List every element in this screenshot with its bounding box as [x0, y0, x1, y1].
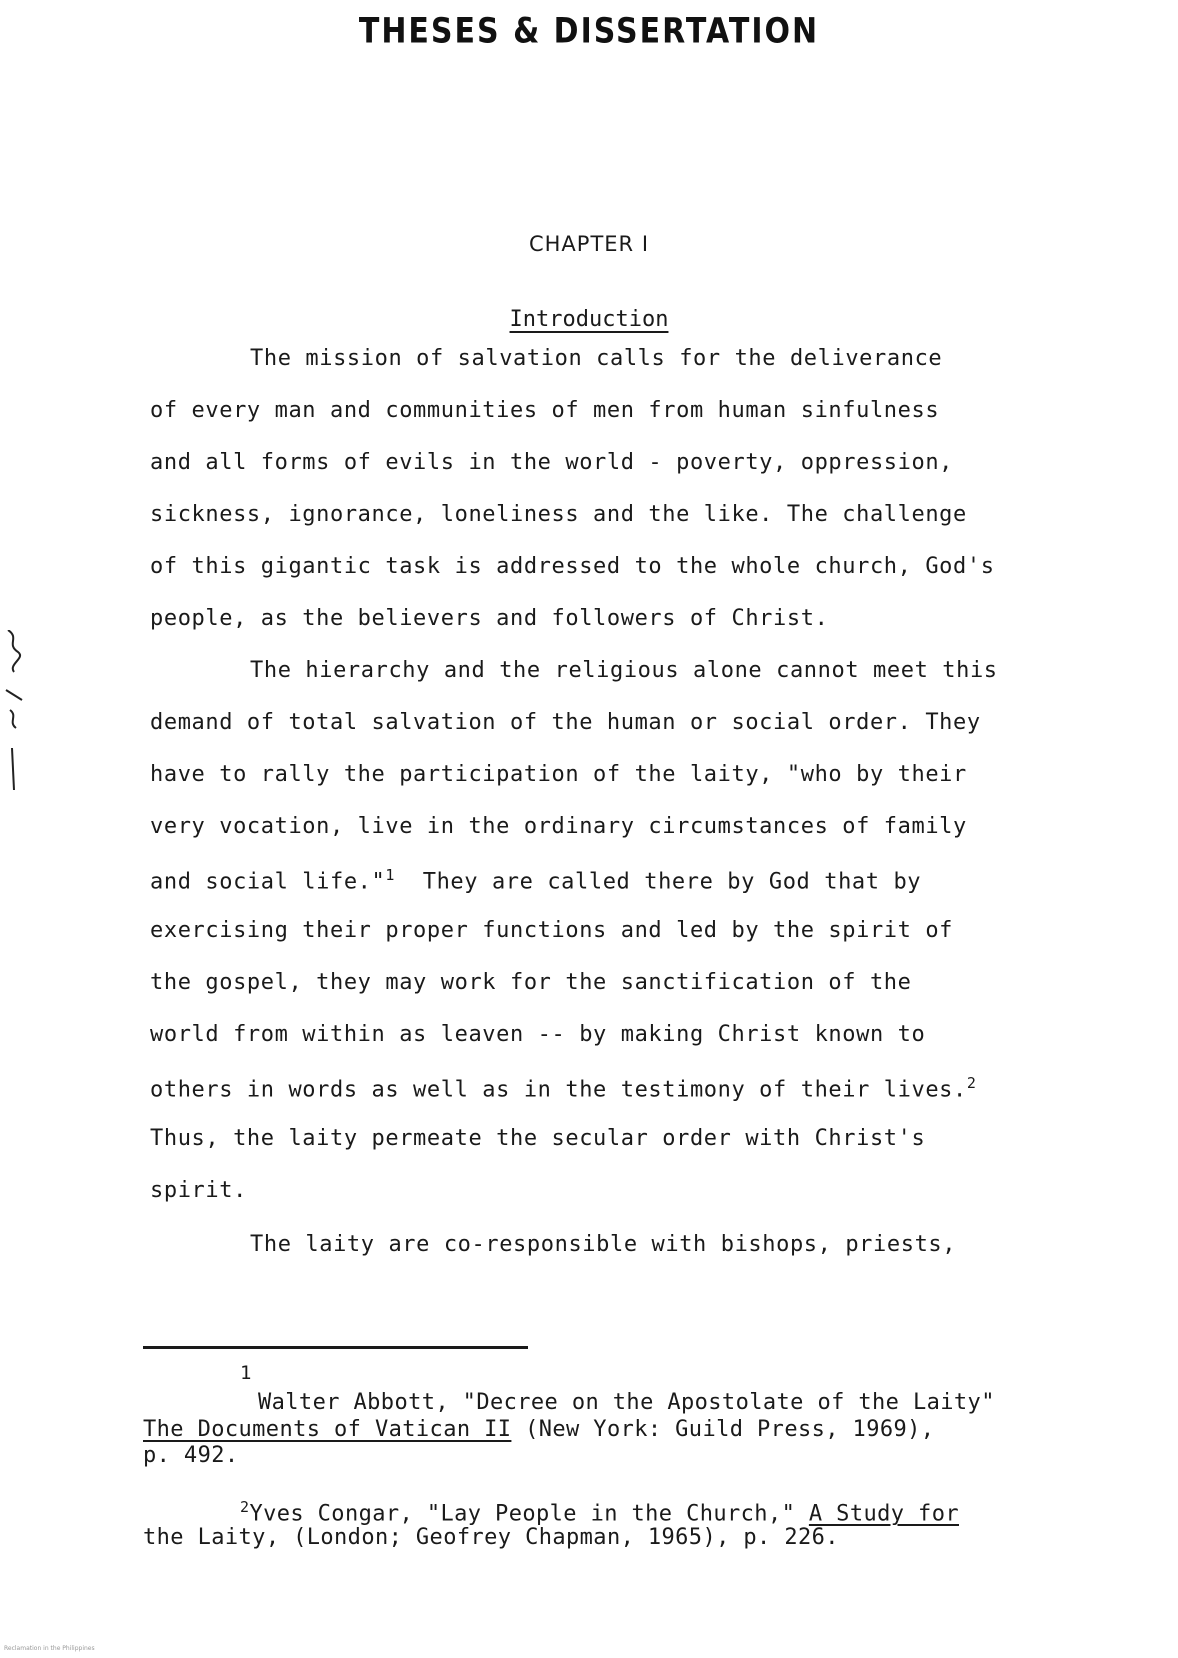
body-line: spirit. — [150, 1178, 247, 1203]
footnote-line: Walter Abbott, "Decree on the Apostolate of the Laity" — [258, 1390, 995, 1415]
section-title — [0, 307, 1178, 332]
theses-dissertation-stamp: THESES & DISSERTATION — [358, 11, 820, 52]
body-line: The mission of salvation calls for the deliverance — [250, 346, 943, 371]
body-line: the gospel, they may work for the sanctification of the — [150, 970, 912, 995]
body-line-part: others in words as well as in the testimony of their lives. — [150, 1077, 967, 1103]
body-line: of this gigantic task is addressed to the whole church, God's — [150, 554, 995, 579]
body-line: The hierarchy and the religious alone cannot meet this — [250, 658, 998, 683]
footnote-title: The Documents of Vatican II — [143, 1417, 512, 1442]
footnote-text: , (London; Geofrey Chapman, 1965), p. 226. — [265, 1525, 839, 1550]
footnote-line — [143, 1525, 839, 1550]
body-line: exercising their proper functions and led by the spirit of — [150, 918, 954, 943]
footnote-line — [143, 1417, 934, 1442]
footnote-text: Yves Congar, "Lay People in the Church," — [249, 1501, 809, 1527]
handwritten-margin-note — [2, 630, 32, 790]
footnote-title: A Study for — [808, 1501, 959, 1527]
footnote-text: (New York: Guild Press, 1969), — [511, 1417, 935, 1442]
body-line: sickness, ignorance, loneliness and the like. The challenge — [150, 502, 967, 527]
chapter-heading: CHAPTER I — [528, 232, 650, 256]
footnote-separator — [143, 1346, 528, 1349]
body-line — [150, 866, 921, 894]
footnote-number: 1 — [240, 1362, 252, 1384]
body-line — [150, 1074, 977, 1102]
body-line: demand of total salvation of the human or social order. They — [150, 710, 981, 735]
body-line: people, as the believers and followers of Christ. — [150, 606, 829, 631]
footnote-title: the Laity — [143, 1525, 266, 1550]
body-line: The laity are co-responsible with bishops, priests, — [250, 1232, 957, 1257]
footnote-line: p. 492. — [143, 1443, 239, 1468]
body-line: world from within as leaven -- by making Christ known to — [150, 1022, 926, 1047]
body-line: of every man and communities of men from human sinfulness — [150, 398, 940, 423]
body-line-part: and social life." — [150, 869, 386, 895]
footnote-ref-2: 2 — [966, 1074, 977, 1092]
body-line: have to rally the participation of the laity, "who by their — [150, 762, 967, 787]
footnote-ref-1: 1 — [385, 866, 396, 884]
section-title-text: Introduction — [509, 307, 669, 332]
footnote-line — [240, 1498, 959, 1526]
body-line-part: They are called there by God that by — [422, 869, 922, 895]
body-line: Thus, the laity permeate the secular order with Christ's — [150, 1126, 926, 1151]
body-line: and all forms of evils in the world - poverty, oppression, — [150, 450, 954, 475]
footnote-number: 2 — [240, 1498, 250, 1516]
page-footer: Reclamation in the Philippines — [4, 1645, 95, 1652]
body-line: very vocation, live in the ordinary circumstances of family — [150, 814, 967, 839]
